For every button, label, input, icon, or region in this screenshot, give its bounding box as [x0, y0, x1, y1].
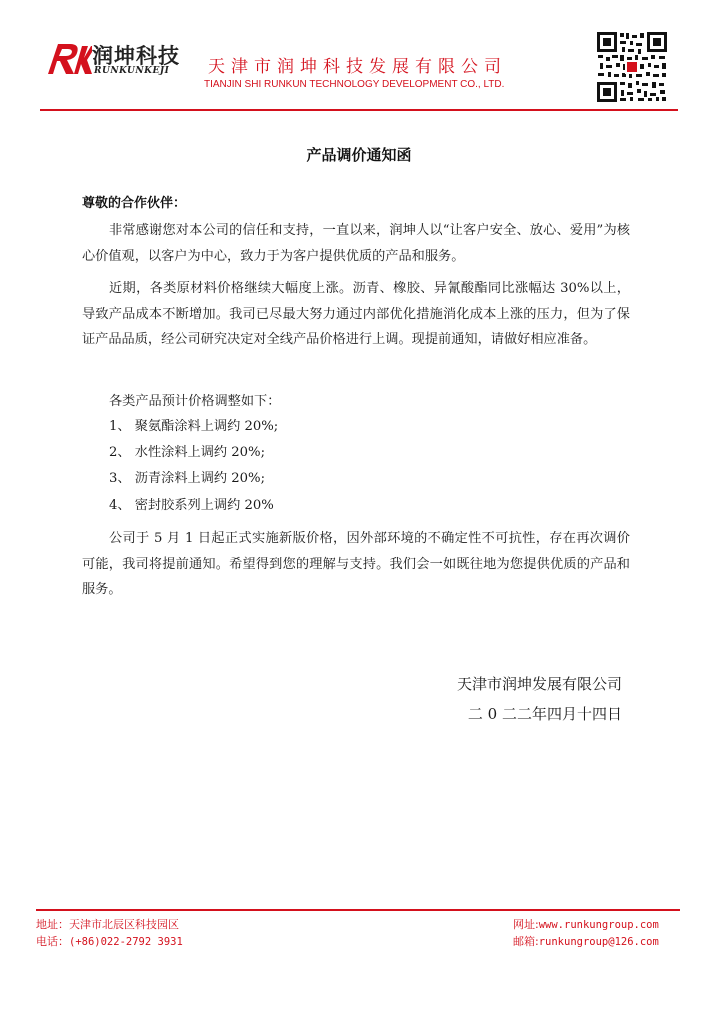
- logo-chinese-name: 润坤科技: [92, 44, 180, 68]
- footer-phone: [36, 933, 183, 949]
- footer-divider: [36, 909, 680, 911]
- company-name-english: TIANJIN SHI RUNKUN TECHNOLOGY DEVELOPMENT CO., LTD.: [204, 79, 505, 90]
- phone-value: (+86)022-2792 3931: [69, 936, 183, 948]
- footer-email: [513, 933, 659, 949]
- website-link[interactable]: www.runkungroup.com: [538, 919, 659, 931]
- paragraph-gratitude: 非常感谢您对本公司的信任和支持，一直以来，润坤人以“让客户安全、放心、爱用”为核心价值观，以客户为中心，致力于为客户提供优质的产品和服务。: [82, 223, 630, 264]
- logo-english-name: RUNKUNKEJI: [94, 66, 170, 76]
- footer-address: [36, 916, 179, 932]
- website-label: 网址:: [513, 918, 539, 931]
- signature-company: 天津市润坤发展有限公司: [456, 675, 622, 693]
- company-logo-icon: [44, 40, 92, 76]
- footer-website: [513, 916, 659, 932]
- phone-label: 电话：: [36, 935, 69, 948]
- list-item: 4、 密封胶系列上调约 20%: [109, 498, 274, 513]
- paragraph-effective-date: 公司于 5 月 1 日起正式实施新版价格，因外部环境的不确定性不可抗性，存在再次调价可能，我司将提前通知。希望得到您的理解与支持。我们会一如既往地为您提供优质的产品和服务。: [82, 531, 630, 598]
- email-link[interactable]: runkungroup@126.com: [538, 936, 659, 948]
- qr-code-icon: [596, 31, 668, 103]
- letter-title: 产品调价通知函: [306, 146, 412, 164]
- letter-greeting: 尊敬的合作伙伴：: [82, 196, 187, 211]
- list-item: 1、 聚氨酯涂料上调约 20%;: [109, 419, 279, 434]
- paragraph-price-rise-reason: 近期，各类原材料价格继续大幅度上涨。沥青、橡胶、异氰酸酯同比涨幅达 30%以上，导致产品成本不断增加。我司已尽最大努力通过内部优化措施消化成本上涨的压力，但为了保证产品品质，经公司研究决定对全线产品价格进行上调。现提前通知，请做好相应准备。: [82, 281, 630, 348]
- list-item: 2、 水性涂料上调约 20%;: [109, 445, 266, 460]
- address-value: 天津市北辰区科技园区: [69, 918, 179, 931]
- signature-date: 二 0 二二年四月十四日: [467, 705, 622, 723]
- header-divider: [40, 109, 678, 111]
- paragraph-adjustment-intro: 各类产品预计价格调整如下：: [109, 394, 281, 409]
- company-name-chinese: 天津市润坤科技发展有限公司: [208, 57, 507, 77]
- email-label: 邮箱:: [513, 935, 539, 948]
- list-item: 3、 沥青涂料上调约 20%;: [109, 471, 266, 486]
- address-label: 地址：: [36, 918, 69, 931]
